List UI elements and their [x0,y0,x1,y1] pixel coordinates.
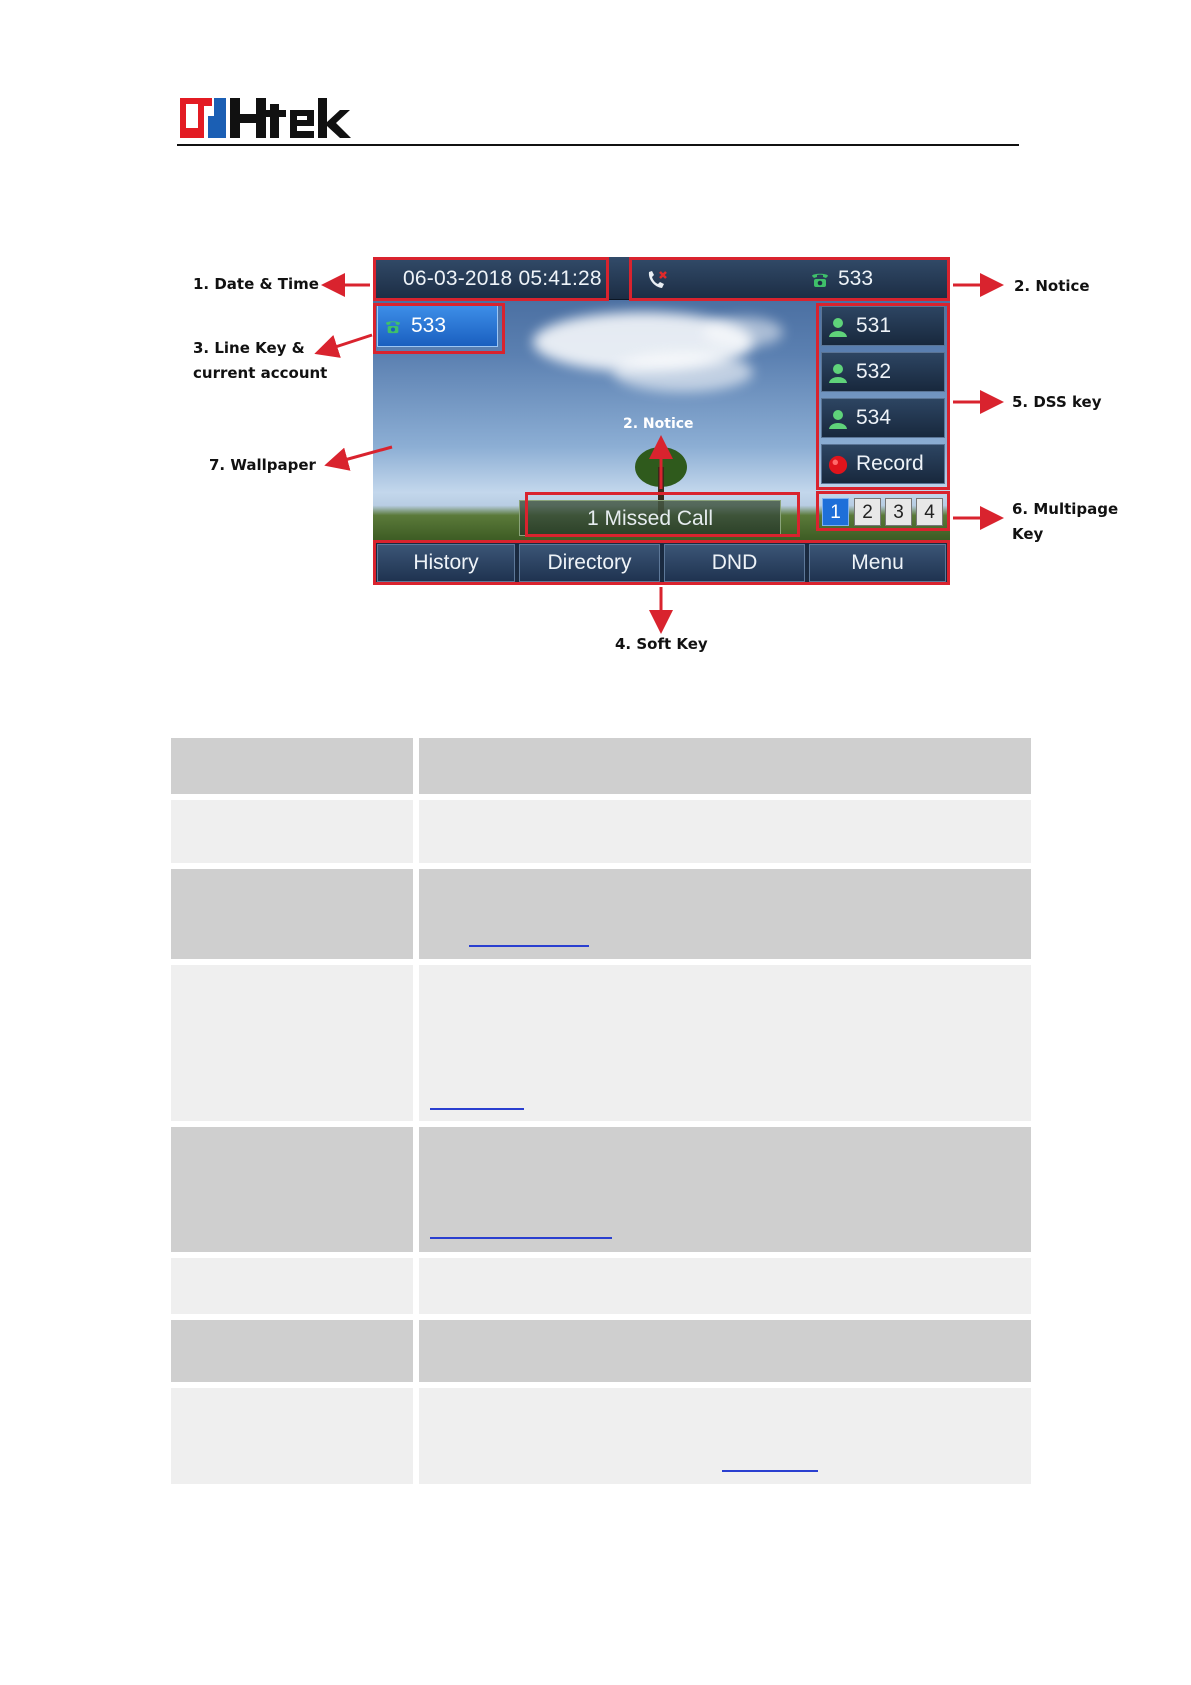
table-row [171,738,1031,794]
arrow-line-key [320,335,372,352]
dss-key-frame [816,303,950,490]
callout-notice-center: 2. Notice [623,416,694,432]
callout-notice: 2. Notice [1014,277,1090,295]
callout-dss-key: 5. DSS key [1012,393,1102,411]
header-divider [177,144,1019,146]
soft-key-menu[interactable]: Menu [809,544,946,582]
callout-soft-key: 4. Soft Key [615,635,708,653]
callout-multipage-2: Key [1012,525,1044,543]
callout-line-key-2: current account [193,364,328,382]
dss-key-label: Record [856,452,924,475]
multipage-frame [816,491,950,531]
line-key-label: 533 [411,314,447,337]
table-row [171,800,1031,863]
soft-key-history[interactable]: History [377,544,515,582]
dss-key-label: 531 [856,314,892,337]
table-row [171,1258,1031,1314]
page-key-4[interactable]: 4 [916,498,943,526]
link-underline[interactable] [722,1470,818,1472]
link-underline[interactable] [430,1237,612,1239]
link-underline[interactable] [469,945,589,947]
table-row [171,1320,1031,1382]
notice-account: 533 [838,267,874,290]
table-row [171,965,1031,1121]
link-underline[interactable] [430,1108,524,1110]
table-row [171,869,1031,959]
callout-wallpaper: 7. Wallpaper [209,456,316,474]
callout-multipage-1: 6. Multipage [1012,500,1119,518]
page-key-3[interactable]: 3 [885,498,912,526]
table-row [171,1127,1031,1252]
missed-call-frame [525,492,800,537]
htek-logo-mark [178,96,368,140]
htek-logo [178,96,368,140]
table-row [171,1388,1031,1484]
page-key-2[interactable]: 2 [854,498,881,526]
soft-key-directory[interactable]: Directory [519,544,660,582]
callout-date-time: 1. Date & Time [193,275,319,293]
notice-frame [629,257,950,301]
missed-call-text: 1 Missed Call [586,507,714,530]
dss-key-label: 534 [856,406,892,429]
date-time-frame [373,257,609,301]
date-time: 06-03-2018 05:41:28 [403,267,602,290]
soft-key-frame [373,540,950,585]
line-key-frame [373,303,505,354]
page-key-1[interactable]: 1 [822,498,849,526]
soft-key-dnd[interactable]: DND [664,544,805,582]
callout-line-key-1: 3. Line Key & [193,339,305,357]
dss-key-label: 532 [856,360,892,383]
